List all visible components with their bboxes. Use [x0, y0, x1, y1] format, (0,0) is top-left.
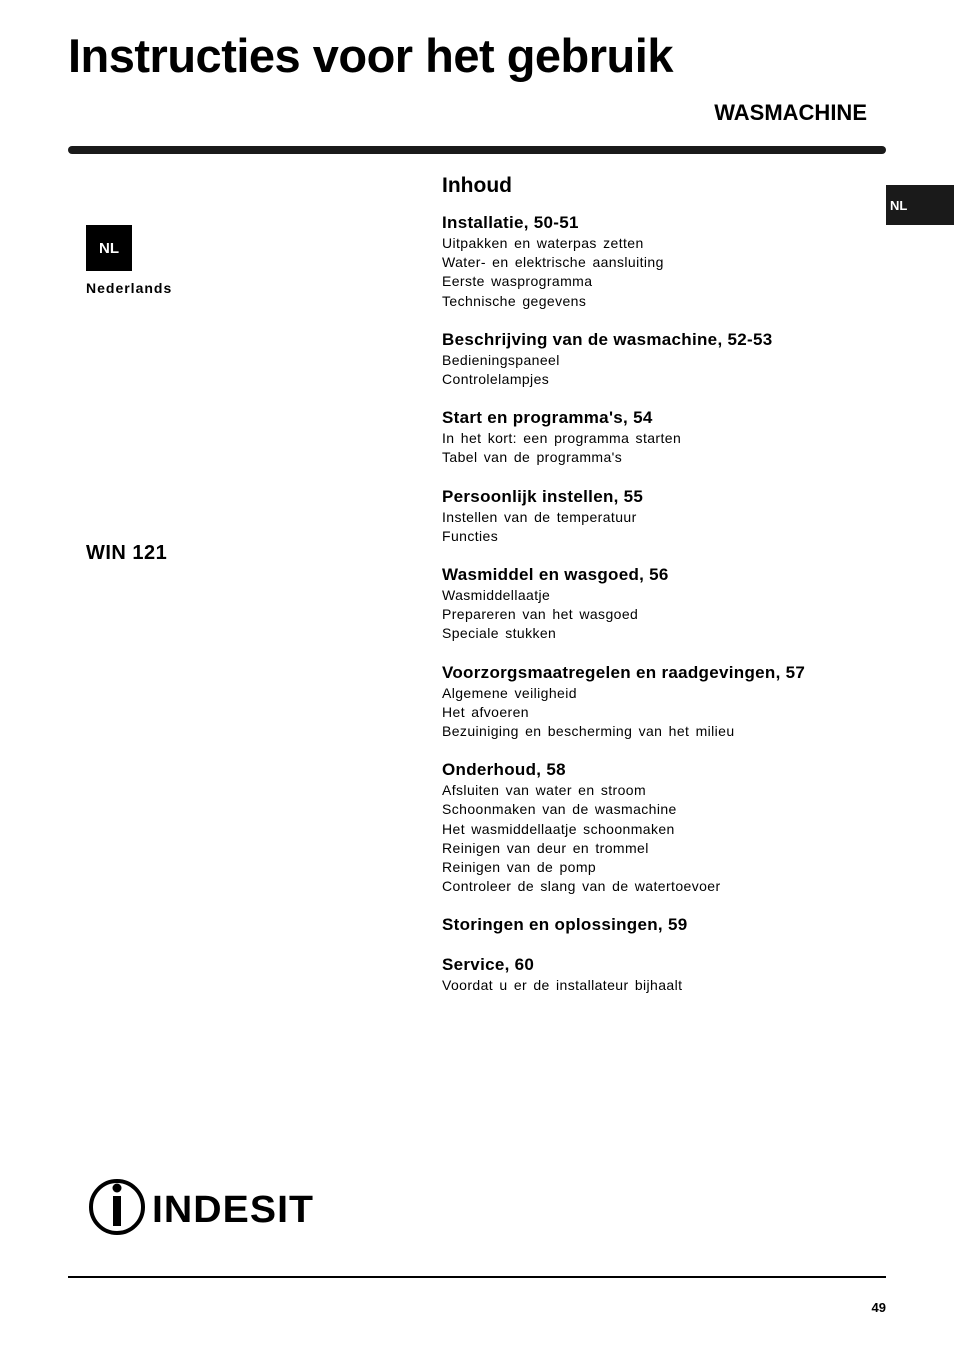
toc-section-item: Bedieningspaneel [442, 351, 560, 368]
toc-section-item: Bezuiniging en bescherming van het milieu [442, 723, 735, 740]
toc-heading: Inhoud [442, 174, 512, 197]
toc-section-item: Schoonmaken van de wasmachine [442, 801, 677, 818]
toc-section-item: Water- en elektrische aansluiting [442, 254, 664, 271]
toc-section-title: Persoonlijk instellen, 55 [442, 486, 644, 506]
header-divider [68, 146, 886, 154]
toc-section-title: Onderhoud, 58 [442, 760, 566, 780]
toc-section-item: Prepareren van het wasgoed [442, 606, 639, 623]
toc-section-item: Instellen van de temperatuur [442, 508, 637, 525]
toc-section [442, 329, 902, 389]
toc-section-title: Voorzorgsmaatregelen en raadgevingen, 57 [442, 662, 806, 682]
toc-section-item: Afsluiten van water en stroom [442, 782, 647, 799]
table-of-contents [442, 172, 902, 1014]
language-name: Nederlands [86, 280, 173, 296]
toc-section-item: Voordat u er de installateur bijhaalt [442, 977, 683, 994]
toc-section [442, 212, 902, 311]
page-number: 49 [871, 1300, 886, 1315]
toc-section [442, 954, 902, 995]
toc-section-item: Controlelampjes [442, 371, 550, 388]
indesit-logo-icon [91, 1181, 143, 1233]
toc-section-title: Wasmiddel en wasgoed, 56 [442, 565, 669, 585]
toc-section-item: Reinigen van deur en trommel [442, 839, 649, 856]
toc-section-item: Controleer de slang van de watertoevoer [442, 878, 721, 895]
toc-section-title: Start en programma's, 54 [442, 408, 653, 428]
toc-section-item: Wasmiddellaatje [442, 587, 551, 604]
toc-section [442, 486, 902, 546]
toc-section-item: Tabel van de programma's [442, 449, 623, 466]
toc-section-item: Technische gegevens [442, 292, 587, 309]
toc-section-title: Service, 60 [442, 955, 535, 975]
toc-section [442, 564, 902, 644]
toc-section-item: Het afvoeren [442, 703, 529, 720]
footer-divider [68, 1276, 886, 1278]
toc-section [442, 759, 902, 896]
model-name: WIN 121 [86, 542, 168, 564]
toc-section-item: Eerste wasprogramma [442, 273, 593, 290]
toc-sections [442, 212, 902, 996]
toc-section-title: Storingen en oplossingen, 59 [442, 915, 688, 935]
product-type: WASMACHINE [714, 100, 867, 125]
language-side-tab: NL [886, 185, 954, 225]
toc-section-title: Installatie, 50-51 [442, 213, 579, 232]
toc-section-item: Uitpakken en waterpas zetten [442, 235, 644, 251]
toc-section-item: Speciale stukken [442, 625, 557, 642]
toc-section [442, 407, 902, 467]
toc-section-item: In het kort: een programma starten [442, 430, 682, 447]
toc-section-item: Algemene veiligheid [442, 684, 577, 701]
brand-logo [86, 1174, 318, 1238]
toc-section-item: Het wasmiddellaatje schoonmaken [442, 820, 675, 837]
toc-section [442, 662, 902, 742]
language-code-badge: NL [86, 225, 132, 271]
toc-section-item: Reinigen van de pomp [442, 859, 597, 876]
brand-logo-text: INDESIT [152, 1189, 314, 1231]
toc-section [442, 914, 902, 936]
toc-section-title: Beschrijving van de wasmachine, 52-53 [442, 329, 773, 349]
page-title: Instructies voor het gebruik [68, 29, 673, 82]
toc-section-item: Functies [442, 527, 499, 544]
